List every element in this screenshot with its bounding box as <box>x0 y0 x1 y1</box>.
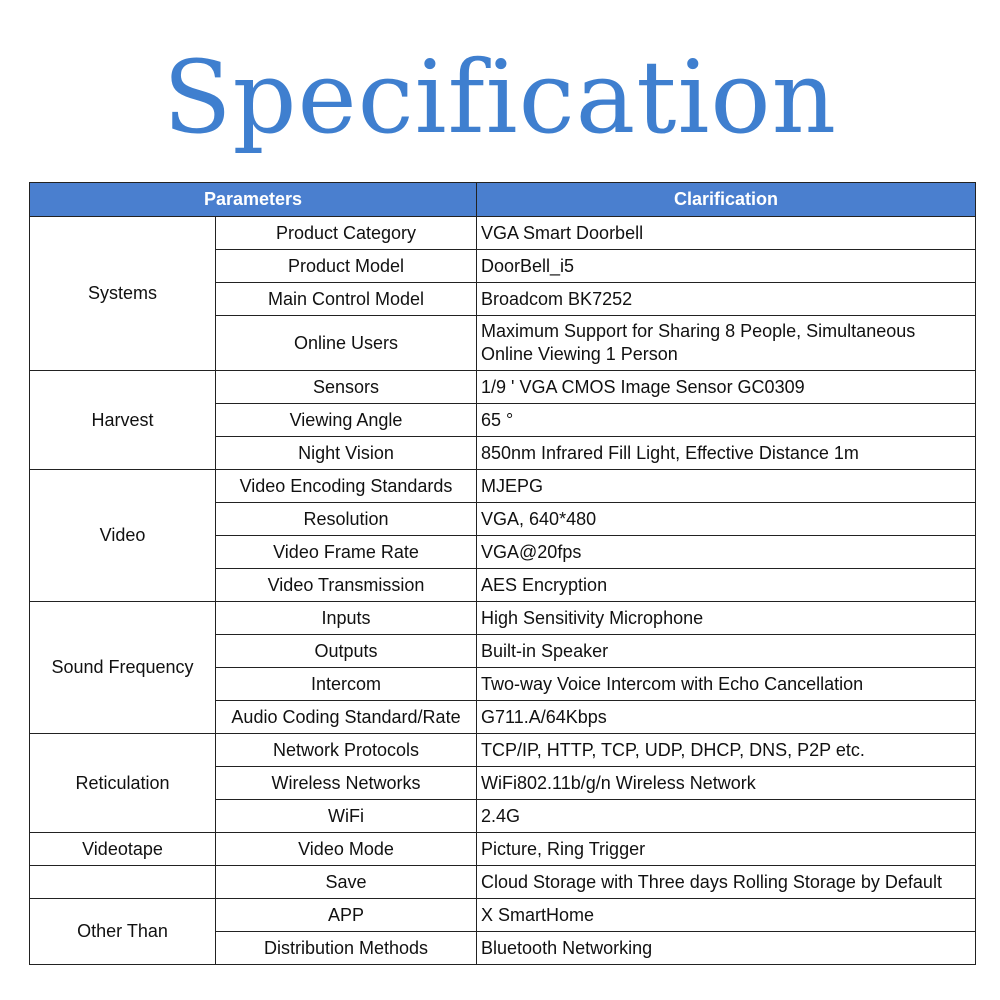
param-value: AES Encryption <box>477 569 976 602</box>
param-label: Viewing Angle <box>216 404 477 437</box>
param-label: Intercom <box>216 668 477 701</box>
param-label: Distribution Methods <box>216 932 477 965</box>
table-row <box>30 734 976 767</box>
table-row <box>30 833 976 866</box>
param-label: Wireless Networks <box>216 767 477 800</box>
group-label-video: Video <box>30 470 216 602</box>
param-label: Product Model <box>216 250 477 283</box>
header-clarification: Clarification <box>477 183 976 217</box>
param-label: Product Category <box>216 217 477 250</box>
param-label: Outputs <box>216 635 477 668</box>
param-value: Maximum Support for Sharing 8 People, Simultaneous Online Viewing 1 Person <box>477 316 976 371</box>
param-label: Video Mode <box>216 833 477 866</box>
group-label-sound-frequency: Sound Frequency <box>30 602 216 734</box>
group-label-empty <box>30 866 216 899</box>
param-label: Sensors <box>216 371 477 404</box>
param-label: Inputs <box>216 602 477 635</box>
param-value: WiFi802.11b/g/n Wireless Network <box>477 767 976 800</box>
table-row <box>30 470 976 503</box>
param-label: Resolution <box>216 503 477 536</box>
group-label-reticulation: Reticulation <box>30 734 216 833</box>
param-label: Night Vision <box>216 437 477 470</box>
table-row <box>30 899 976 932</box>
table-row <box>30 602 976 635</box>
param-value: G711.A/64Kbps <box>477 701 976 734</box>
param-value: 1/9 ' VGA CMOS Image Sensor GC0309 <box>477 371 976 404</box>
table-row <box>30 217 976 250</box>
param-label: APP <box>216 899 477 932</box>
group-label-systems: Systems <box>30 217 216 371</box>
param-value: DoorBell_i5 <box>477 250 976 283</box>
param-label: WiFi <box>216 800 477 833</box>
param-value: Two-way Voice Intercom with Echo Cancellation <box>477 668 976 701</box>
param-value: VGA Smart Doorbell <box>477 217 976 250</box>
table-row <box>30 866 976 899</box>
param-label: Video Encoding Standards <box>216 470 477 503</box>
group-label-videotape: Videotape <box>30 833 216 866</box>
param-value: 65 ° <box>477 404 976 437</box>
param-value: Cloud Storage with Three days Rolling Storage by Default <box>477 866 976 899</box>
param-label: Video Transmission <box>216 569 477 602</box>
param-value: Built-in Speaker <box>477 635 976 668</box>
page-title: Specification <box>162 39 838 156</box>
param-value: MJEPG <box>477 470 976 503</box>
param-value: Picture, Ring Trigger <box>477 833 976 866</box>
group-label-other-than: Other Than <box>30 899 216 965</box>
param-value: 2.4G <box>477 800 976 833</box>
param-label: Save <box>216 866 477 899</box>
group-label-harvest: Harvest <box>30 371 216 470</box>
param-value: Broadcom BK7252 <box>477 283 976 316</box>
header-parameters: Parameters <box>30 183 477 217</box>
param-value: VGA@20fps <box>477 536 976 569</box>
param-value: TCP/IP, HTTP, TCP, UDP, DHCP, DNS, P2P etc. <box>477 734 976 767</box>
table-row <box>30 371 976 404</box>
param-label: Main Control Model <box>216 283 477 316</box>
param-value: 850nm Infrared Fill Light, Effective Distance 1m <box>477 437 976 470</box>
param-label: Audio Coding Standard/Rate <box>216 701 477 734</box>
param-value: X SmartHome <box>477 899 976 932</box>
param-label: Video Frame Rate <box>216 536 477 569</box>
param-label: Online Users <box>216 316 477 371</box>
param-label: Network Protocols <box>216 734 477 767</box>
param-value: VGA, 640*480 <box>477 503 976 536</box>
param-value: Bluetooth Networking <box>477 932 976 965</box>
header-row <box>30 183 976 217</box>
spec-table <box>29 182 976 965</box>
param-value: High Sensitivity Microphone <box>477 602 976 635</box>
